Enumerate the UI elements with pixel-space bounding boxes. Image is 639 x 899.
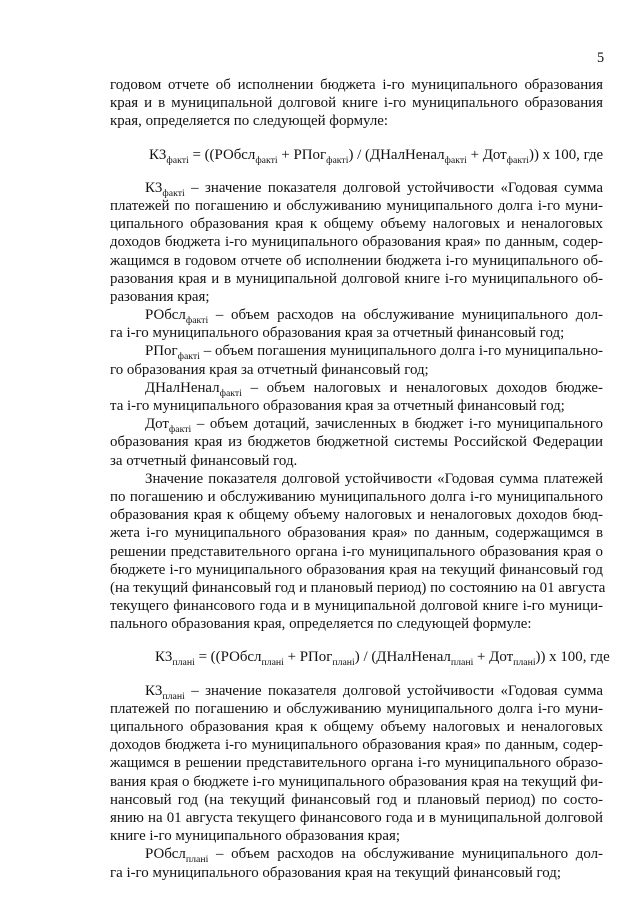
definition-dot-fact: Дот$_{фактi}$ – объем дотаций, зачисленных в бюджет i-го муниципального [145,416,603,436]
definition-robsl-fact: РОбсл$_{фактi}$ – объем расходов на обслуживание муниципального дол- [145,307,603,327]
formula-fact: $К3_{фактi}$ = ((РОбсл$_{фактi}$ + РПог$_{фактi}$) / (ДНалНенал$_{фактi}$ + Дот$_{фактi}$)) х 100, где [149,146,604,166]
document-body [110,76,610,882]
definition-line: ципального образования края к общему объему налоговых и неналоговых [110,719,603,735]
intro-line: края, определяется по следующей формуле: [110,113,389,130]
definition-line: книге i-го муниципального образования края; [110,828,400,845]
definition-rpog-fact: РПог$_{фактi}$ – объем погашения муниципального долга i-го муниципально- [145,343,603,363]
plan-paragraph-line: (на текущий финансовый год и плановый период) по состоянию на 01 августа [110,579,606,596]
definition-line: го образования края за отчетный финансовый год; [110,361,429,378]
definition-line: янию на 01 августа текущего финансового года и в муниципальной долговой [110,809,603,826]
definition-line: образования края из бюджетов бюджетной системы Российской Федерации [110,434,603,451]
page-number: 5 [597,50,605,66]
plan-paragraph-line: по погашению и обслуживанию муниципального долга i-го муниципального [110,488,603,505]
intro-line: годовом отчете об исполнении бюджета i-го муниципального образования [110,77,603,93]
definition-line: платежей по погашению и обслуживанию муниципального долга i-го муни- [110,700,603,717]
definition-dnal-fact: ДНалНенал$_{фактi}$ – объем налоговых и неналоговых доходов бюдже- [145,379,603,399]
definition-line: доходов бюджета i-го муниципального образования края» по данным, содер- [110,737,603,754]
definition-line: га i-го муниципального образования края за отчетный финансовый год; [110,325,565,342]
definition-line: жащимся в решении представительного органа i-го муниципального образо- [110,755,603,772]
definition-k3-fact: $К3_{фактi}$ – значение показателя долговой устойчивости «Годовая сумма [145,179,603,199]
definition-line: за отчетный финансовый год. [110,452,298,469]
intro-line: края и в муниципальной долговой книге i-го муниципального образования [110,95,603,112]
plan-paragraph-line: жета i-го муниципального образования края» по данным, содержащимся в [110,525,603,542]
definition-robsl-plan: РОбсл$_{планi}$ – объем расходов на обслуживание муниципального дол- [145,846,603,866]
plan-paragraph-line: Значение показателя долговой устойчивости «Годовая сумма платежей [145,470,603,487]
definition-line: разования края; [110,288,210,305]
plan-paragraph-line: пального образования края, определяется по следующей формуле: [110,616,532,633]
definition-line: платежей по погашению и обслуживанию муниципального долга i-го муни- [110,197,603,214]
formula-plan: $К3_{планi}$ = ((РОбсл$_{планi}$ + РПог$_{планi}$) / (ДНалНенал$_{планi}$ + Дот$_{планi}$)) х 100, где [155,649,610,669]
definition-line: вания края о бюджете i-го муниципального образования края на текущий фи- [110,773,603,790]
definition-line: нансовый год (на текущий финансовый год и плановый период) по состо- [110,791,603,808]
definition-line: та i-го муниципального образования края за отчетный финансовый год; [110,398,565,414]
plan-paragraph-line: образования края к общему объему налоговых и неналоговых доходов бюд- [110,507,603,524]
plan-paragraph-line: решении представительного органа i-го муниципального образования края о [110,543,603,560]
definition-line: разования края и в муниципальной долговой книге i-го муниципального об- [110,270,603,287]
definition-k3-plan: $К3_{планi}$ – значение показателя долговой устойчивости «Годовая сумма [145,682,603,702]
definition-line: жащимся в годовом отчете об исполнении бюджета i-го муниципального об- [110,252,603,269]
definition-line: га i-го муниципального образования края на текущий финансовый год; [110,864,561,881]
plan-paragraph-line: бюджете i-го муниципального образования края на текущий финансовый год [110,561,603,578]
plan-paragraph-line: текущего финансового года и в муниципальной долговой книге i-го муници- [110,598,603,615]
definition-line: ципального образования края к общему объему налоговых и неналоговых [110,216,603,233]
definition-line: доходов бюджета i-го муниципального образования края» по данным, содер- [110,234,603,251]
